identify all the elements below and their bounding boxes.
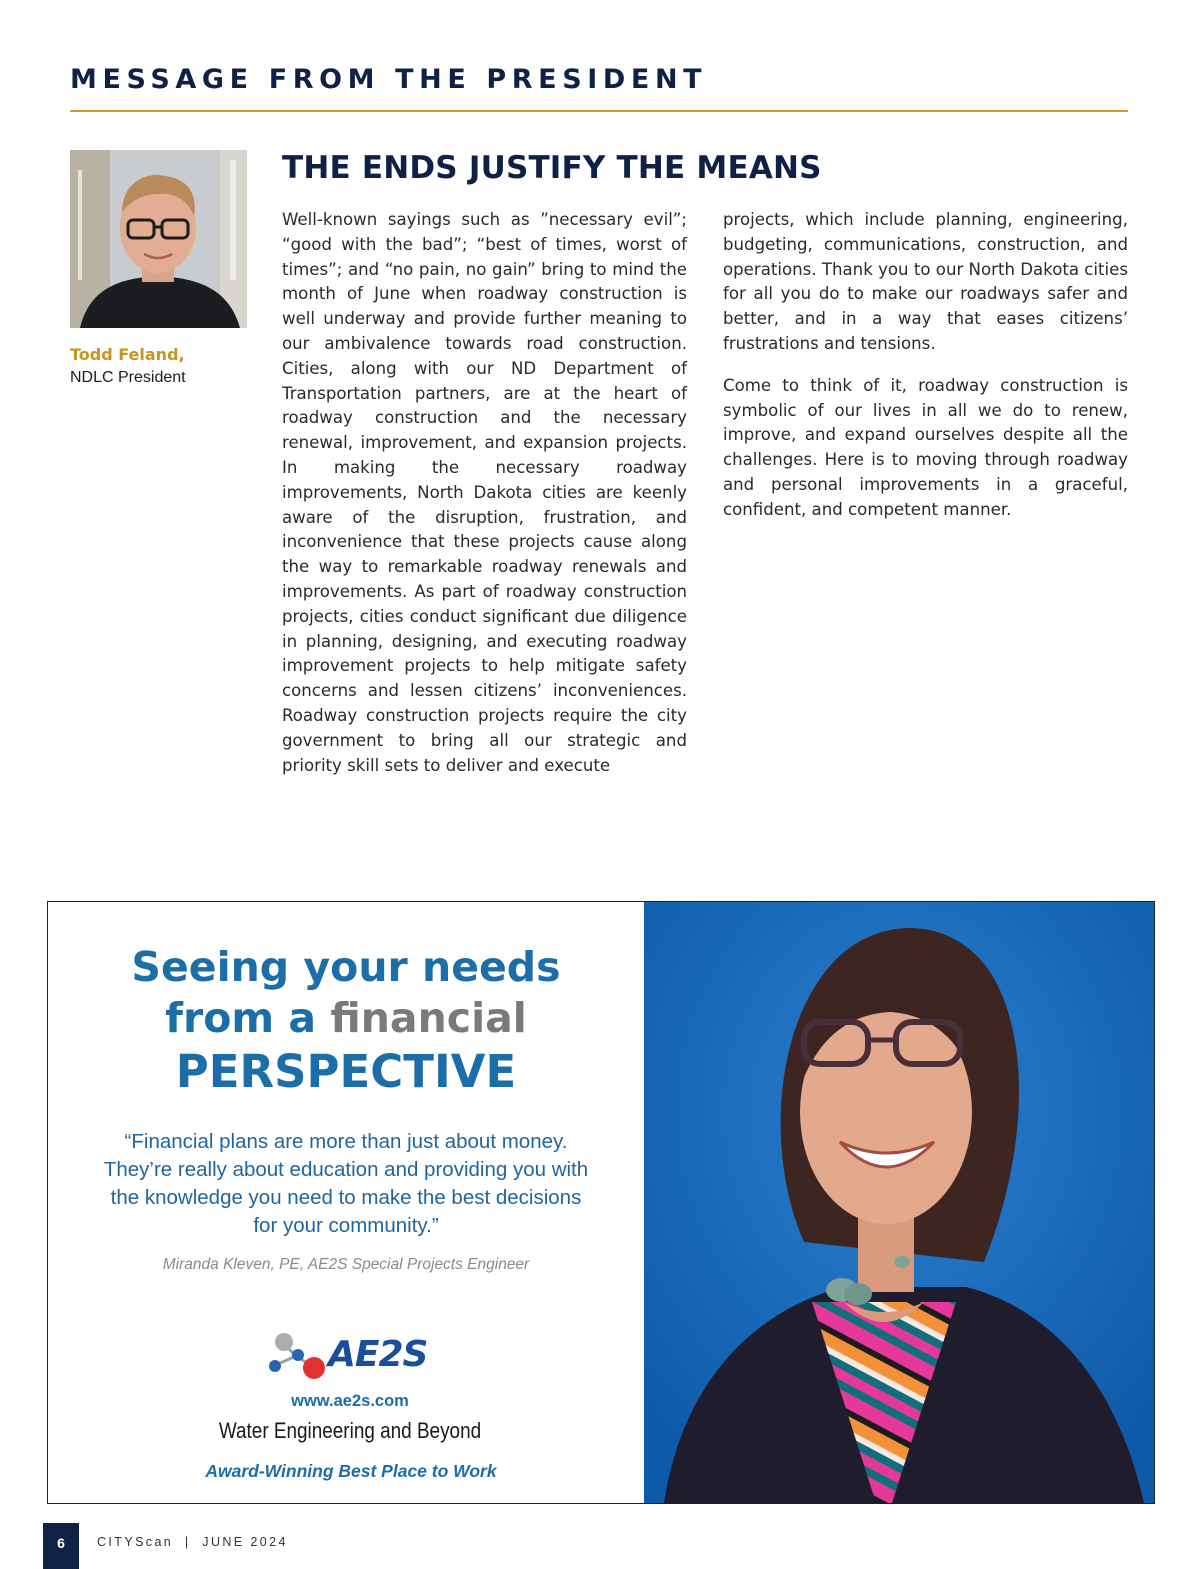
ad-headline-from: from a xyxy=(165,994,331,1042)
article-column-left xyxy=(282,208,687,795)
header-divider xyxy=(70,110,1128,112)
engineer-photo xyxy=(644,902,1154,1503)
author-role: NDLC President xyxy=(70,369,186,386)
article-paragraph: Well-known sayings such as ”necessary evil”; “good with the bad”; “best of times, worst of times”; and “no pain, no gain” bring to mind the month of June when roadway construction is well underway and provide further meaning to our ambivalence towards road construction. Cities, along with our ND Department of Transportation partners, are at the heart of roadway construction and the necessary renewal, improvement, and expansion projects. In making the necessary roadway improvements, North Dakota cities are keenly aware of the disruption, frustration, and inconvenience that these projects cause along the way to remarkable roadway renewals and improvements. As part of roadway construction projects, cities conduct significant due diligence in planning, designing, and executing roadway improvement projects to help mitigate safety concerns and lessen citizens’ inconveniences. Roadway construction projects require the city government to bring all our strategic and priority skill sets to deliver and execute xyxy=(282,210,687,775)
page-number: 6 xyxy=(43,1523,79,1569)
author-name: Todd Feland, xyxy=(70,345,185,364)
ae2s-logo xyxy=(260,1330,450,1390)
section-title: MESSAGE FROM THE PRESIDENT xyxy=(70,64,708,95)
article-paragraph: Come to think of it, roadway construction is symbolic of our lives in all we do to renew, improve, and expand ourselves despite all the challenges. Here is to moving through roadway and personal improvements in a graceful, confident, and competent manner. xyxy=(723,375,1128,519)
footer-text: CITYScan | JUNE 2024 xyxy=(97,1535,288,1549)
ad-headline-perspective: PERSPECTIVE xyxy=(175,1045,517,1098)
article-title: THE ENDS JUSTIFY THE MEANS xyxy=(282,150,822,186)
ad-award: Award-Winning Best Place to Work xyxy=(205,1461,497,1481)
ae2s-advertisement[interactable] xyxy=(47,901,1155,1504)
ad-quote: “Financial plans are more than just about money. They’re really about education and providing you with the knowledge you need to make the best decisions for your community.” xyxy=(103,1130,589,1237)
footer-publication xyxy=(97,1535,288,1549)
ad-headline xyxy=(48,942,644,1099)
article-column-right xyxy=(723,208,1128,540)
ad-headline-line1: Seeing your needs xyxy=(131,943,561,991)
ad-citation: Miranda Kleven, PE, AE2S Special Projects Engineer xyxy=(162,1256,530,1273)
ae2s-logo-text: AE2S xyxy=(328,1334,428,1375)
article-paragraph: projects, which include planning, engineering, budgeting, communications, construction, and operations. Thank you to our North Dakota cities for all you do to make our roadways safer and better, and in a way that eases citizens’ frustrations and tensions. xyxy=(723,210,1129,353)
ad-headline-financial: financial xyxy=(330,994,527,1042)
ad-url-link[interactable]: www.ae2s.com xyxy=(291,1392,409,1410)
author-photo xyxy=(70,150,247,328)
ad-tagline: Water Engineering and Beyond xyxy=(218,1418,482,1443)
